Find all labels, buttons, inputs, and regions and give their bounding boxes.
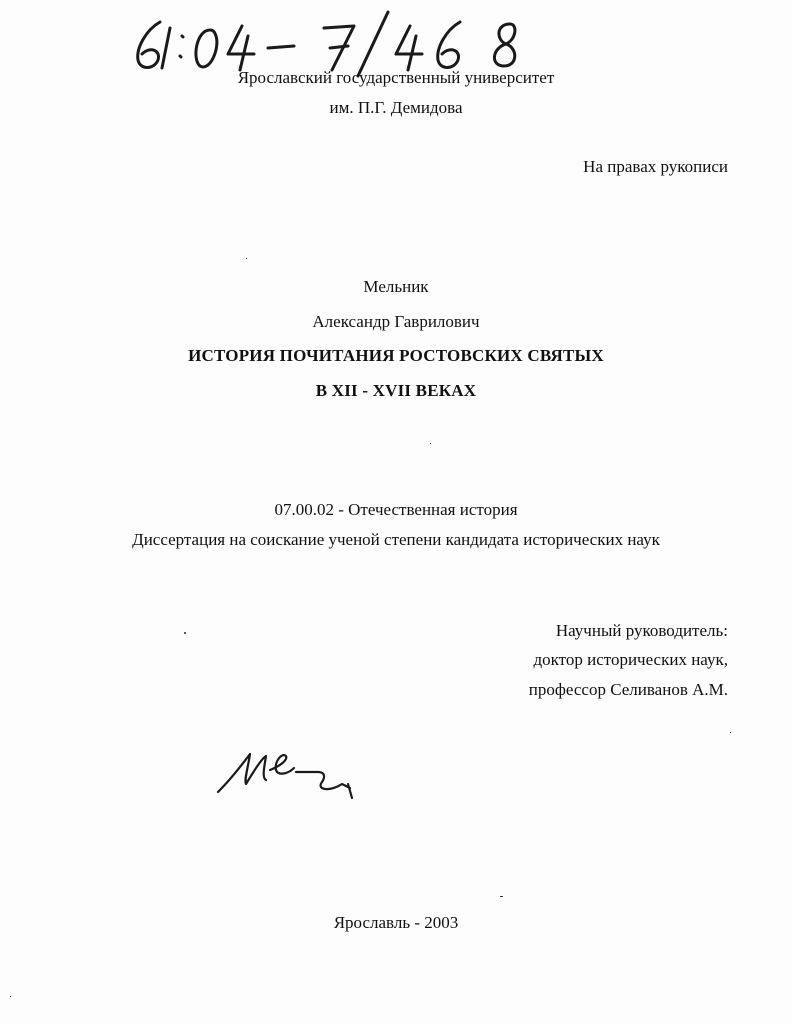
scan-speck xyxy=(500,896,503,897)
degree-statement: Диссертация на соискание ученой степени кандидата исторических наук xyxy=(132,530,660,549)
scan-speck xyxy=(10,996,11,997)
archive-number-text: 61:04-7/468 xyxy=(126,8,131,9)
specialty-code: 07.00.02 - Отечественная история xyxy=(274,500,518,519)
supervisor-degree: доктор исторических наук, xyxy=(533,650,728,669)
scan-speck xyxy=(184,632,186,634)
thesis-title-line-2: В XII - XVII ВЕКАХ xyxy=(315,381,477,400)
scan-speck xyxy=(730,732,731,733)
place-and-year: Ярославль - 2003 xyxy=(333,913,459,932)
scan-speck xyxy=(246,258,247,259)
university-named-after: им. П.Г. Демидова xyxy=(329,98,463,117)
supervisor-name: профессор Селиванов А.М. xyxy=(528,680,728,699)
thesis-title-line-1: ИСТОРИЯ ПОЧИТАНИЯ РОСТОВСКИХ СВЯТЫХ xyxy=(188,346,604,365)
rights-note: На правах рукописи xyxy=(583,157,728,176)
scan-speck xyxy=(430,443,431,444)
author-given-names: Александр Гаврилович xyxy=(312,312,480,331)
supervisor-label: Научный руководитель: xyxy=(555,621,728,640)
university-name: Ярославский государственный университет xyxy=(237,68,555,87)
author-surname: Мельник xyxy=(363,277,429,296)
signature-mark xyxy=(210,740,370,810)
